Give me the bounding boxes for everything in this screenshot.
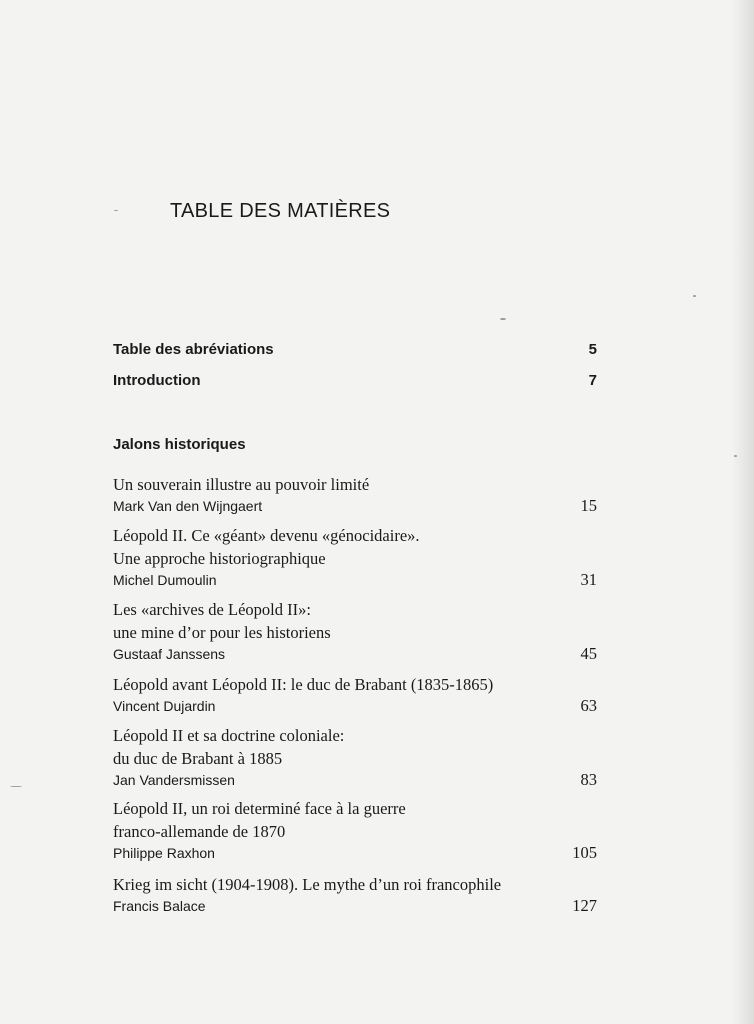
entry-author: Francis Balace <box>113 898 206 914</box>
toc-page-number: 7 <box>588 372 597 389</box>
entry-author: Michel Dumoulin <box>113 572 217 588</box>
scan-speck <box>500 318 506 320</box>
entry-title-line: Krieg im sicht (1904-1908). Le mythe d’un roi francophile <box>113 875 502 894</box>
scan-speck <box>734 455 737 457</box>
entry-page-number: 105 <box>572 843 597 862</box>
entry-title-line: Un souverain illustre au pouvoir limité <box>113 475 370 494</box>
entry-page-number: 127 <box>572 896 597 915</box>
page-edge-shadow <box>732 0 754 1024</box>
page-title: TABLE DES MATIÈRES <box>170 200 391 222</box>
toc-entry[interactable] <box>113 598 597 664</box>
toc-page-number: 5 <box>588 341 597 358</box>
entry-page-number: 45 <box>580 644 597 663</box>
toc-front-introduction[interactable] <box>113 372 597 389</box>
entry-page-number: 83 <box>580 770 597 789</box>
toc-entry[interactable] <box>113 873 597 916</box>
toc-front-abbreviations[interactable] <box>113 341 597 358</box>
entry-title-line: Léopold avant Léopold II: le duc de Brabant (1835-1865) <box>113 675 494 694</box>
entry-title-line: Léopold II. Ce «géant» devenu «génocidaire». <box>113 526 420 545</box>
entry-title-line: du duc de Brabant à 1885 <box>113 749 283 768</box>
toc-entry[interactable] <box>113 797 597 863</box>
toc-label: Table des abréviations <box>113 341 274 358</box>
entry-page-number: 15 <box>580 496 597 515</box>
entry-page-number: 63 <box>580 696 597 715</box>
entry-title-line: franco-allemande de 1870 <box>113 822 286 841</box>
entry-title-line: Les «archives de Léopold II»: <box>113 600 311 619</box>
entry-author: Mark Van den Wijngaert <box>113 498 263 514</box>
scan-speck <box>693 295 696 297</box>
entry-title-line: Une approche historiographique <box>113 549 326 568</box>
scan-speck <box>114 210 118 211</box>
section-heading: Jalons historiques <box>113 436 246 453</box>
toc-entry[interactable] <box>113 673 597 716</box>
entry-title-line: Léopold II, un roi determiné face à la guerre <box>113 799 406 818</box>
entry-author: Philippe Raxhon <box>113 845 215 861</box>
entry-author: Gustaaf Janssens <box>113 646 226 662</box>
toc-entry[interactable] <box>113 524 597 590</box>
toc-label: Introduction <box>113 372 201 389</box>
entry-author: Jan Vandersmissen <box>113 772 235 788</box>
entry-title-line: une mine d’or pour les historiens <box>113 623 331 642</box>
entry-page-number: 31 <box>580 570 597 589</box>
toc-entry[interactable] <box>113 724 597 790</box>
entry-author: Vincent Dujardin <box>113 698 216 714</box>
scan-speck <box>10 786 22 787</box>
toc-entry[interactable] <box>113 473 597 516</box>
entry-title-line: Léopold II et sa doctrine coloniale: <box>113 726 345 745</box>
